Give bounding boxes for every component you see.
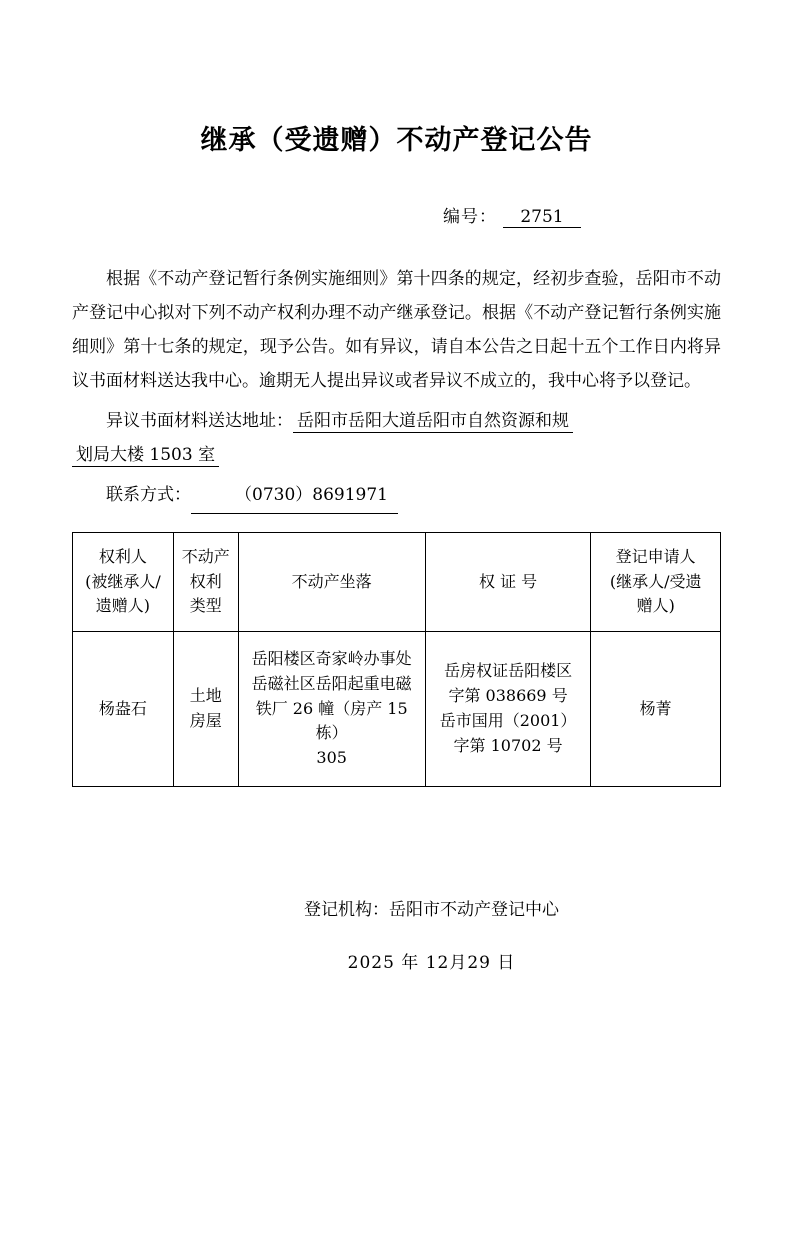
announcement-body [72, 262, 721, 398]
table-header-owner-line2: (被继承人/ [85, 571, 161, 591]
table-header-row [73, 533, 721, 632]
table-header-applicant-line1: 登记申请人 [615, 546, 696, 566]
cell-certificate [425, 632, 591, 787]
table-header-property-type [173, 533, 238, 632]
table-row [73, 632, 721, 787]
cell-location-line2: 岳磁社区岳阳起重电磁 [251, 673, 412, 693]
table-header-property-type-line3: 类型 [189, 596, 222, 616]
table-header-owner-line1: 权利人 [98, 546, 147, 566]
document-page [0, 118, 793, 1240]
cell-owner: 杨盎石 [73, 632, 174, 787]
table-header-applicant-line3: 赠人) [636, 596, 675, 616]
page-title: 继承（受遗赠）不动产登记公告 [200, 125, 593, 156]
registration-table [72, 532, 721, 787]
serial-number-row [72, 202, 721, 228]
table-header-certificate: 权 证 号 [425, 533, 591, 632]
cell-certificate-line3: 岳市国用（2001） [439, 711, 577, 730]
table-header-property-type-line2: 权利 [189, 571, 222, 591]
cell-location-line1: 岳阳楼区奇家岭办事处 [251, 649, 412, 668]
announcement-date: 2025 年 12月29 日 [347, 953, 516, 973]
registration-authority: 登记机构：岳阳市不动产登记中心 [304, 900, 559, 920]
table-header-owner-line3: 遗赠人) [95, 596, 151, 616]
delivery-address-label: 异议书面材料送达地址： [106, 411, 293, 431]
table-header-owner [73, 533, 174, 632]
table-header-property-type-line1: 不动产 [181, 546, 230, 566]
delivery-address-value-line2: 划局大楼 1503 室 [72, 445, 219, 467]
cell-location [238, 632, 425, 787]
contact-label: 联系方式： [106, 485, 191, 505]
cell-property-type [173, 632, 238, 787]
cell-certificate-line1: 岳房权证岳阳楼区 [444, 661, 573, 681]
delivery-address-value-line1: 岳阳市岳阳大道岳阳市自然资源和规 [293, 411, 573, 433]
cell-property-type-line1: 土地 [189, 686, 222, 706]
cell-property-type-line2: 房屋 [189, 711, 222, 730]
cell-location-line4: 305 [316, 748, 347, 768]
cell-applicant: 杨菁 [591, 632, 721, 787]
table-header-applicant [591, 533, 721, 632]
cell-certificate-line4: 字第 10702 号 [453, 735, 563, 755]
contact-value: （0730）8691971 [191, 478, 398, 514]
table-header-applicant-line2: (继承人/受遗 [609, 571, 702, 591]
delivery-address-line2 [72, 438, 721, 472]
document-footer [72, 895, 721, 973]
delivery-address-line [72, 404, 721, 438]
serial-label: 编号： [443, 207, 497, 227]
cell-certificate-line2: 字第 038669 号 [448, 686, 568, 706]
announcement-paragraph: 根据《不动产登记暂行条例实施细则》第十四条的规定，经初步查验，岳阳市不动产登记中心拟对下列不动产权利办理不动产继承登记。根据《不动产登记暂行条例实施细则》第十七条的规定，现予公告。如有异议，请自本公告之日起十五个工作日内将异议书面材料送达我中心。逾期无人提出异议或者异议不成立的，我中心将予以登记。 [72, 269, 721, 391]
serial-value: 2751 [503, 207, 581, 228]
table-header-location: 不动产坐落 [238, 533, 425, 632]
contact-line [72, 478, 721, 514]
cell-location-line3: 铁厂 26 幢（房产 15 栋） [255, 698, 408, 743]
